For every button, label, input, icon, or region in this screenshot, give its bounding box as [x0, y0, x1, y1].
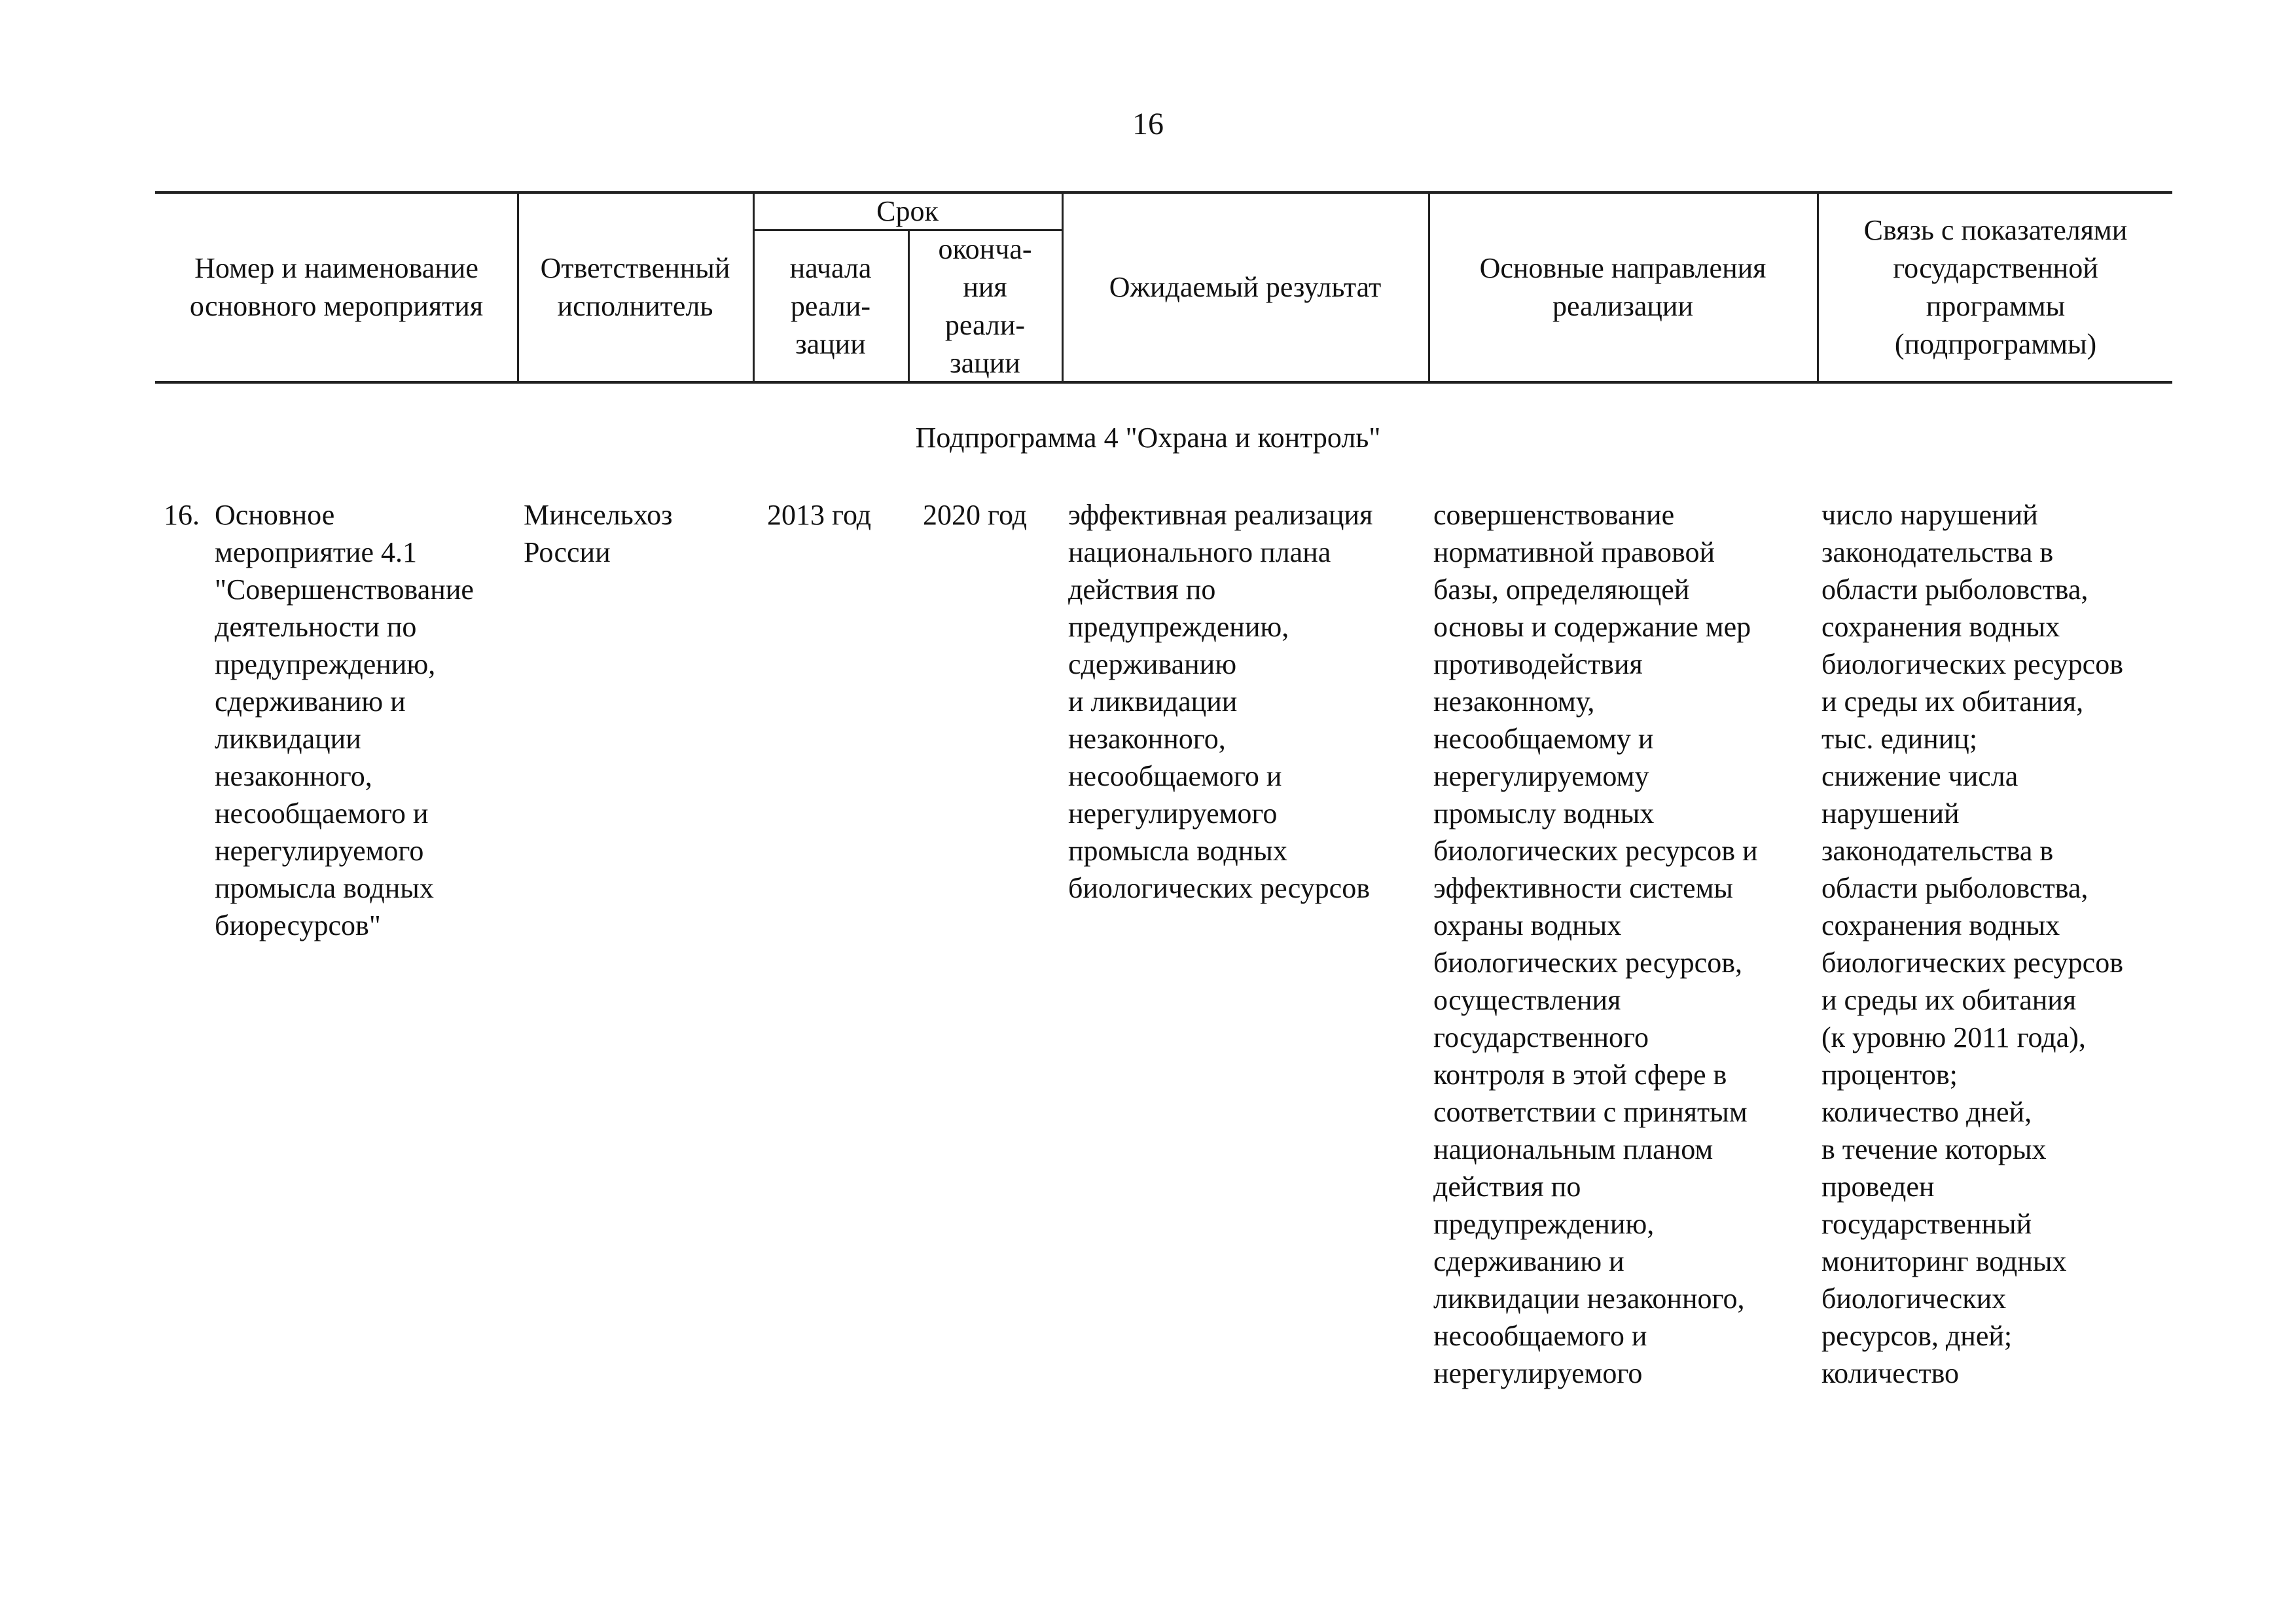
header-responsible-executor: Ответственный исполнитель	[540, 252, 730, 322]
row-number: 16.	[164, 499, 200, 531]
header-term: Срок	[876, 195, 939, 227]
header-expected-result: Ожидаемый результат	[1109, 271, 1382, 303]
header-link-indicators: Связь с показателями государственной программы (подпрограммы)	[1863, 214, 2128, 360]
header-end: оконча- ния реали- зации	[938, 233, 1032, 379]
page-number: 16	[1132, 107, 1164, 141]
row-link-indicators: число нарушений законодательства в области рыболовства, сохранения водных биологических ресурсов и среды их обитания, тыс. единиц; снижение числа нарушений законодательства в области рыболовства, сохранения водных биологических ресурсов и среды их обитания (к уровню 2011 года), процентов; количество дней, в течение которых проведен государственный мониторинг водных биологических ресурсов, дней; количество	[1821, 499, 2123, 1389]
header-start: начала реали- зации	[789, 252, 872, 360]
header-main-directions: Основные направления реализации	[1479, 252, 1767, 322]
row-main-directions: совершенствование нормативной правовой базы, определяющей основы и содержание мер противодействия незаконному, несообщаемому и нерегулируемому промыслу водных биологических ресурсов и эффективности системы охраны водных биологических ресурсов, осуществления государственного контроля в этой сфере в соответствии с принятым национальным планом действия по предупреждению, сдерживанию и ликвидации незаконного, несообщаемого и нерегулируемого	[1433, 499, 1758, 1389]
header-name-of-measure: Номер и наименование основного мероприятия	[189, 252, 484, 322]
row-executor: Минсельхоз России	[524, 499, 673, 568]
table-header-bottom-border	[155, 381, 2172, 384]
row-expected-result: эффективная реализация национального плана действия по предупреждению, сдерживанию и ликвидации незаконного, несообщаемого и нерегулируемого промысла водных биологических ресурсов	[1068, 499, 1373, 904]
subprogram-title: Подпрограмма 4 "Охрана и контроль"	[915, 422, 1381, 454]
row-end-year: 2020 год	[923, 499, 1028, 531]
row-measure-name: Основное мероприятие 4.1 "Совершенствование деятельности по предупреждению, сдерживанию и ликвидации незаконного, несообщаемого и нерегулируемого промысла водных биоресурсов"	[215, 499, 474, 941]
row-start-year: 2013 год	[767, 499, 872, 531]
